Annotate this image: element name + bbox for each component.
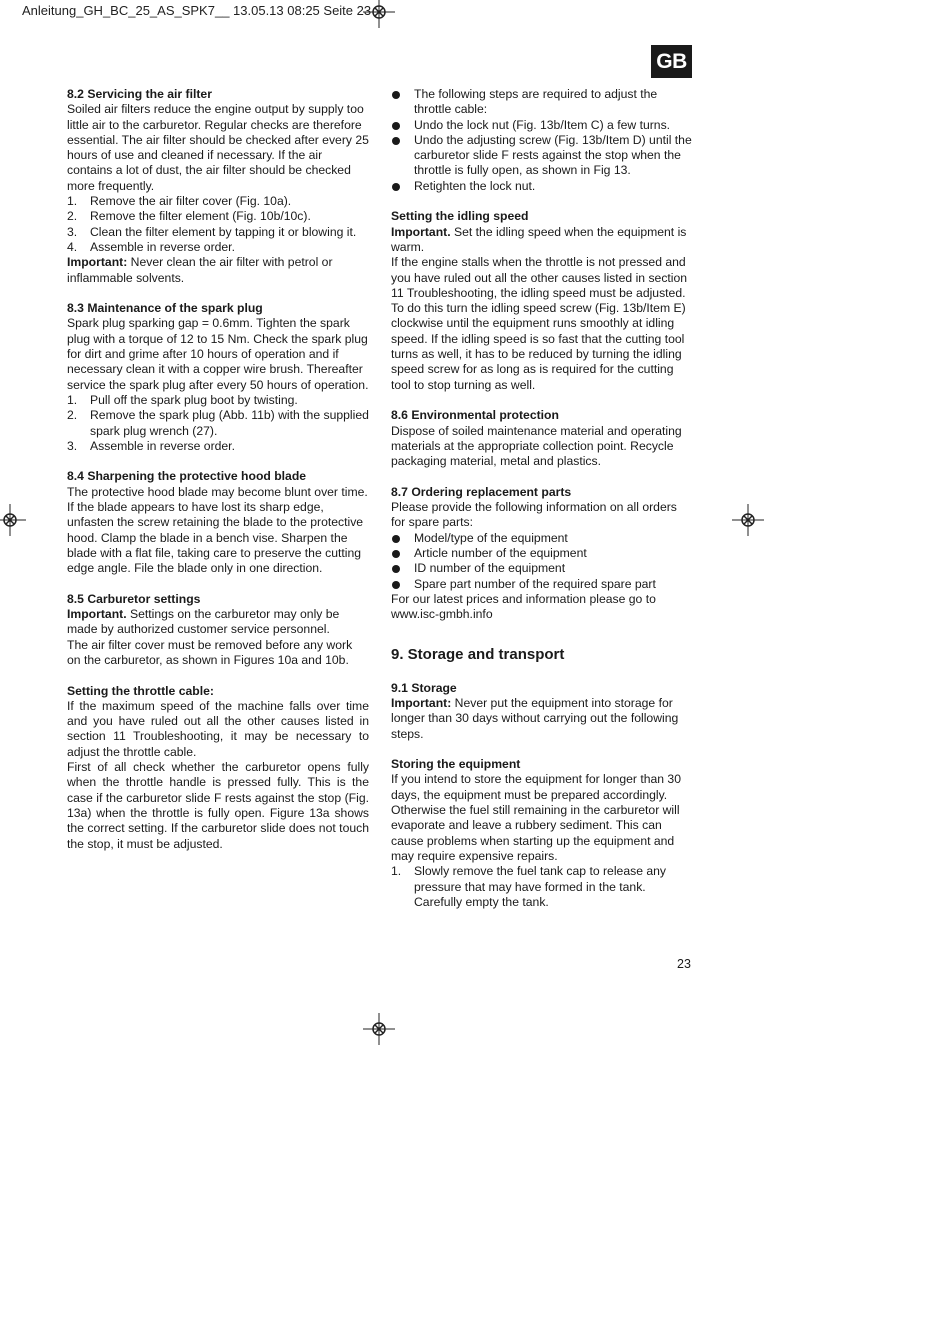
left-column [67,87,369,852]
list-item: 1. Slowly remove the fuel tank cap to release any pressure that may have formed in the tank. Carefully empty the tank. [391,864,667,909]
subsection-heading: Storing the equipment [391,757,521,772]
list-item: 1. Pull off the spark plug boot by twisting. [67,392,298,407]
bullet-item: Article number of the equipment [391,546,693,561]
numbered-list [67,194,369,255]
bullet-list [391,531,693,592]
paragraph: Soiled air filters reduce the engine output by supply too little air to the carburetor. Regular checks are therefore essential. The air filter should be checked after every 25 hours of use and cleaned if necessary. If the air contains a lot of dust, the air filter should be checked more frequently. [67,102,369,193]
bullet-icon [391,118,414,133]
registration-mark-icon [0,504,26,536]
paragraph: If you intend to store the equipment for longer than 30 days, the equipment must be prepared accordingly. Otherwise the fuel still remaining in the carburetor will evaporate and leave a rubbery sediment. This can cause problems when starting up the equipment and may require expensive repairs. [391,772,681,863]
important-note: Important. Settings on the carburetor may only be made by authorized customer service personnel. [67,607,340,637]
important-note: Important: Never clean the air filter with petrol or inflammable solvents. [67,255,333,285]
section-heading: 9.1 Storage [391,680,457,695]
right-column [391,87,693,910]
list-item: 3. Assemble in reverse order. [67,438,235,453]
registration-mark-icon [363,0,395,28]
paragraph: First of all check whether the carburetor opens fully when the throttle handle is pressed fully. This is the case if the carburetor slide F rests against the stop (Fig. 13a) when the throttle is fully open. Figure 13a shows the correct setting. If the carburetor slide does not touch the stop, it must be adjusted. [67,760,369,851]
paragraph: The air filter cover must be removed before any work on the carburetor, as shown in Figures 10a and 10b. [67,637,353,667]
section-heading: 8.3 Maintenance of the spark plug [67,301,263,316]
section-heading: 8.2 Servicing the air filter [67,87,212,101]
bullet-item: Undo the adjusting screw (Fig. 13b/Item D) until the carburetor slide F rests against the stop when the throttle is fully open, as shown in Fig 13. [391,133,693,179]
bullet-item: Model/type of the equipment [391,531,693,546]
important-note: Important. Set the idling speed when the equipment is warm. [391,224,687,254]
chapter-heading: 9. Storage and transport [391,646,565,664]
list-item: 2. Remove the filter element (Fig. 10b/10c). [67,209,311,224]
section-heading: 8.4 Sharpening the protective hood blade [67,469,307,484]
section-heading: 8.6 Environmental protection [391,408,559,423]
bullet-icon [391,546,414,561]
section-heading: 8.5 Carburetor settings [67,591,201,606]
paragraph: Spark plug sparking gap = 0.6mm. Tighten the spark plug with a torque of 12 to 15 Nm. Check the spark plug for dirt and grime after 10 hours of operation and if necessary clean it with a copper wire brush. Thereafter service the spark plug after every 50 hours of operation. [67,316,369,392]
bullet-item: ID number of the equipment [391,561,693,576]
print-header: Anleitung_GH_BC_25_AS_SPK7__ 13.05.13 08:25 Seite 23 [22,3,372,18]
page-number: 23 [677,957,691,971]
bullet-item: Spare part number of the required spare part [391,577,693,592]
bullet-icon [391,577,414,592]
language-badge: GB [651,45,692,78]
subsection-heading: Setting the throttle cable: [67,683,214,698]
bullet-item: Undo the lock nut (Fig. 13b/Item C) a few turns. [391,118,693,133]
bullet-item: The following steps are required to adjust the throttle cable: [391,87,693,118]
list-item: 1. Remove the air filter cover (Fig. 10a). [67,194,292,209]
paragraph: If the maximum speed of the machine falls over time and you have ruled out all the other causes listed in section 11 Troubleshooting, it may be necessary to adjust the throttle cable. [67,698,369,759]
important-note: Important: Never put the equipment into storage for longer than 30 days without carrying out the following steps. [391,695,679,741]
subsection-heading: Setting the idling speed [391,209,529,224]
numbered-list [67,393,369,454]
section-heading: 8.7 Ordering replacement parts [391,484,572,499]
paragraph: Dispose of soiled maintenance material and operating materials at the appropriate collection point. Recycle packaging material, metal and plastics. [391,423,682,469]
list-item: 2. Remove the spark plug (Abb. 11b) with the supplied spark plug wrench (27). [67,408,369,438]
bullet-icon [391,133,414,179]
bullet-icon [391,531,414,546]
bullet-list [391,87,693,194]
bullet-icon [391,561,414,576]
registration-mark-icon [732,504,764,536]
registration-mark-icon [363,1013,395,1045]
paragraph: The protective hood blade may become blunt over time. If the blade appears to have lost its sharp edge, unfasten the screw retaining the blade to the protective hood. Clamp the blade in a bench vise. Sharpen the blade with a flat file, taking care to preserve the cutting edge angle. File the blade only in one direction. [67,484,368,576]
bullet-item: Retighten the lock nut. [391,179,693,194]
list-item: 3. Clean the filter element by tapping it or blowing it. [67,224,357,239]
paragraph: For our latest prices and information please go to www.isc-gmbh.info [391,591,656,622]
paragraph: Please provide the following information on all orders for spare parts: [391,500,677,530]
list-item: 4. Assemble in reverse order. [67,239,235,254]
numbered-list [391,864,693,910]
paragraph: If the engine stalls when the throttle is not pressed and you have ruled out all the other causes listed in section 11 Troubleshooting, the idling speed must be adjusted. To do this turn the idling speed screw (Fig. 13b/Item E) clockwise until the equipment runs smoothly at idling speed. If the idling speed is so fast that the cutting tool turns as well, it has to be reduced by turning the idling speed screw for as long as is required for the cutting tool to stop turning as well. [391,255,688,392]
bullet-icon [391,179,414,194]
bullet-icon [391,87,414,118]
